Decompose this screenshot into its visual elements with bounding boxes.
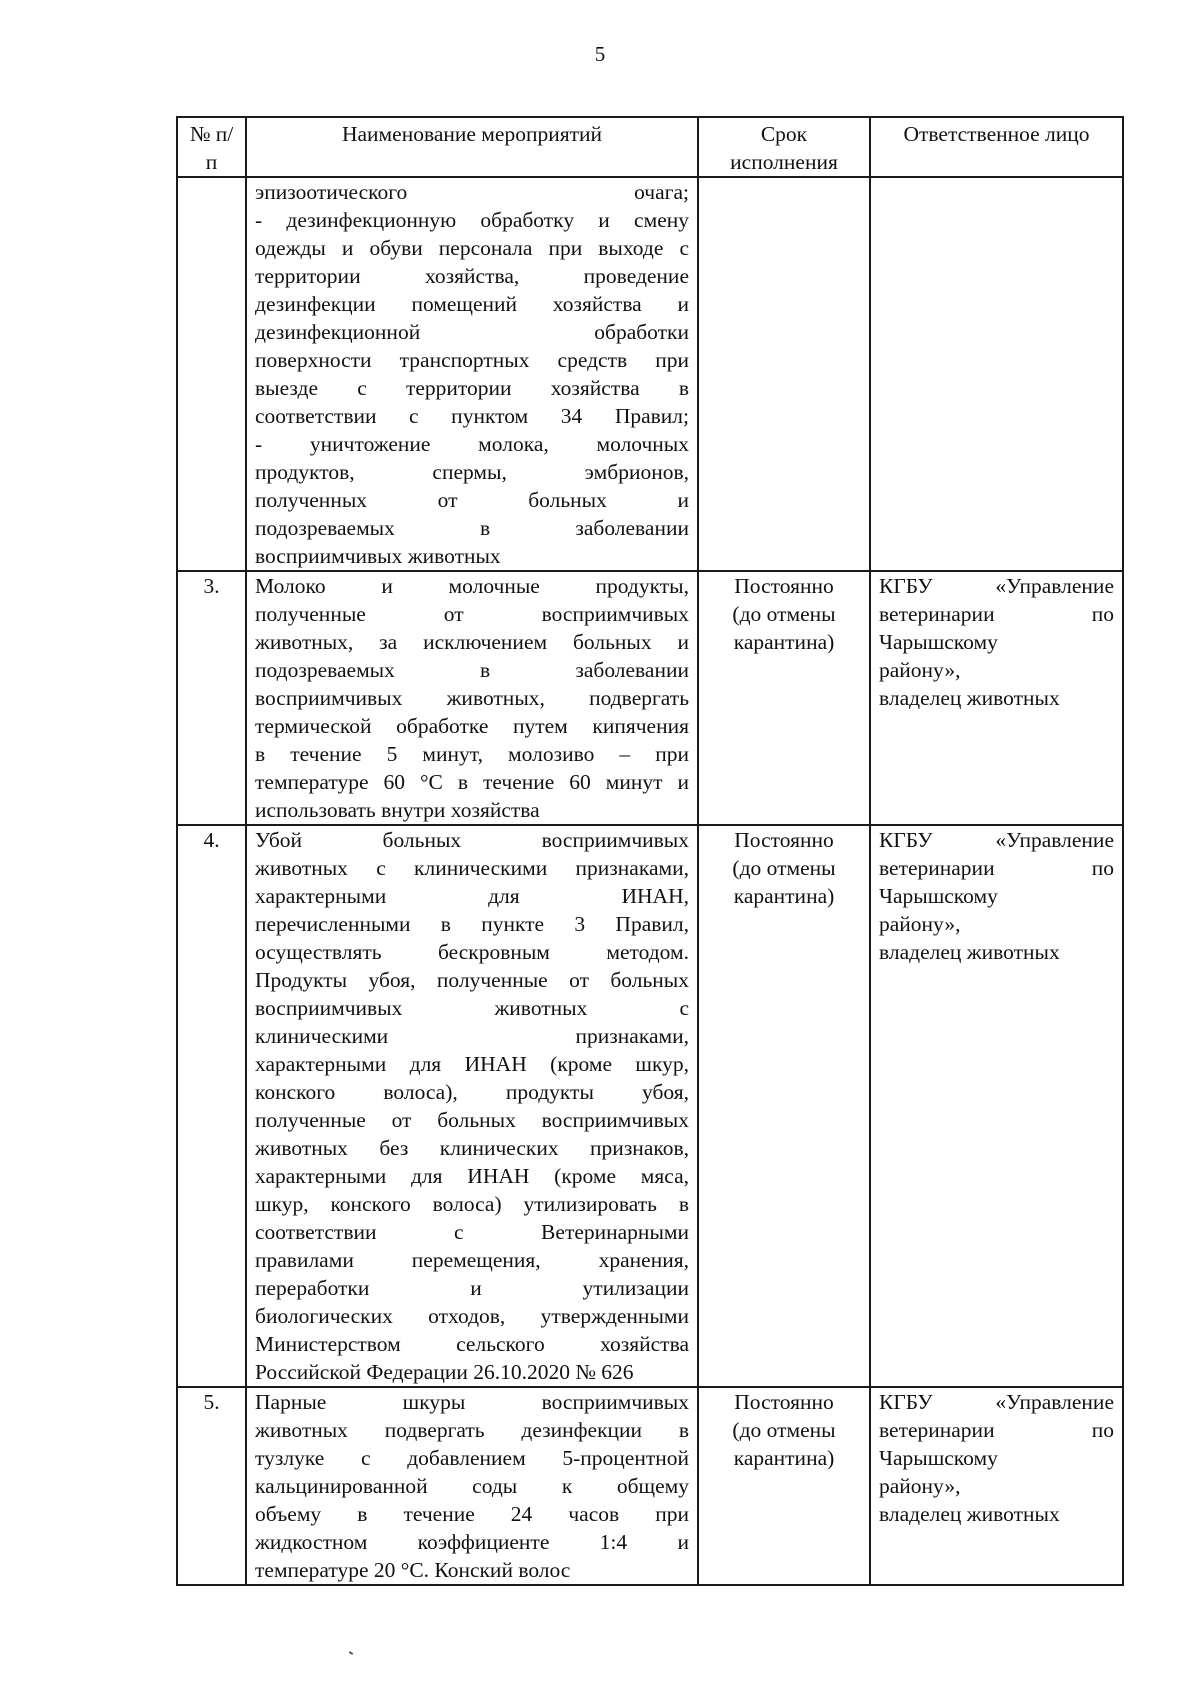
text-line: ветеринарии по	[879, 602, 1114, 626]
text-line: животных с клиническими признаками,	[255, 856, 689, 880]
text-line: соответствии с пунктом 34 Правил;	[255, 404, 689, 428]
text-line: подозреваемых в заболевании	[255, 658, 689, 682]
header-responsible: Ответственное лицо	[870, 117, 1123, 177]
text-line: подозреваемых в заболевании	[255, 516, 689, 540]
text-line: характерными для ИНАН (кроме мяса,	[255, 1164, 689, 1188]
measures-table	[176, 116, 1124, 1586]
text-line: термической обработке путем кипячения	[255, 714, 689, 738]
text-line: Парные шкуры восприимчивых	[255, 1390, 689, 1414]
cell-responsible	[870, 177, 1123, 571]
text-line: - дезинфекционную обработку и смену	[255, 208, 689, 232]
text-line: температуре 20 °С. Конский волос	[255, 1558, 571, 1582]
cell-term	[698, 1387, 870, 1585]
text-line: карантина)	[733, 1446, 835, 1470]
text-line: полученные от восприимчивых	[255, 602, 689, 626]
text-line: карантина)	[733, 884, 835, 908]
header-num: № п/п	[177, 117, 246, 177]
text-line: карантина)	[733, 630, 835, 654]
text-line: продуктов, спермы, эмбрионов,	[255, 460, 689, 484]
text-line: полученные от больных восприимчивых	[255, 1108, 689, 1132]
text-line: Убой больных восприимчивых	[255, 828, 689, 852]
page-number: 5	[594, 42, 606, 66]
cell-responsible	[870, 1387, 1123, 1585]
text-line: (до отмены	[732, 602, 836, 626]
text-line: владелец животных	[879, 1502, 1060, 1526]
cell-term	[698, 825, 870, 1387]
cell-num: 3.	[177, 571, 246, 825]
text-line: Продукты убоя, полученные от больных	[255, 968, 689, 992]
cell-num: 5.	[177, 1387, 246, 1585]
text-line: территории хозяйства, проведение	[255, 264, 689, 288]
text-line: выезде с территории хозяйства в	[255, 376, 689, 400]
table-row	[177, 825, 1123, 1387]
text-line: животных, за исключением больных и	[255, 630, 689, 654]
cell-activity	[246, 1387, 698, 1585]
text-line: жидкостном коэффициенте 1:4 и	[255, 1530, 689, 1554]
text-line: - уничтожение молока, молочных	[255, 432, 689, 456]
text-line: владелец животных	[879, 940, 1060, 964]
text-line: биологических отходов, утвержденными	[255, 1304, 689, 1328]
text-line: Постоянно	[734, 1390, 834, 1414]
text-line: восприимчивых животных	[255, 544, 501, 568]
text-line: Чарышскому	[879, 630, 998, 654]
text-line: использовать внутри хозяйства	[255, 798, 540, 822]
text-line: полученных от больных и	[255, 488, 689, 512]
text-line: конского волоса), продукты убоя,	[255, 1080, 689, 1104]
text-line: объему в течение 24 часов при	[255, 1502, 689, 1526]
text-line: эпизоотического очага;	[255, 180, 689, 204]
text-line: клиническими признаками,	[255, 1024, 689, 1048]
text-line: (до отмены	[732, 1418, 836, 1442]
text-line: осуществлять бескровным методом.	[255, 940, 689, 964]
text-line: Чарышскому	[879, 1446, 998, 1470]
text-line: восприимчивых животных, подвергать	[255, 686, 689, 710]
text-line: району»,	[879, 658, 961, 682]
cell-activity	[246, 177, 698, 571]
text-line: кальцинированной соды к общему	[255, 1474, 689, 1498]
text-line: температуре 60 °С в течение 60 минут и	[255, 770, 689, 794]
text-line: КГБУ «Управление	[879, 1390, 1114, 1414]
text-line: КГБУ «Управление	[879, 828, 1114, 852]
scan-speck	[349, 1651, 353, 1655]
text-line: характерными для ИНАН (кроме шкур,	[255, 1052, 689, 1076]
text-line: одежды и обуви персонала при выходе с	[255, 236, 689, 260]
text-line: району»,	[879, 1474, 961, 1498]
cell-responsible	[870, 825, 1123, 1387]
table-row-continuation	[177, 177, 1123, 571]
text-line: (до отмены	[732, 856, 836, 880]
text-line: животных без клинических признаков,	[255, 1136, 689, 1160]
text-line: Министерством сельского хозяйства	[255, 1332, 689, 1356]
text-line: владелец животных	[879, 686, 1060, 710]
text-line: восприимчивых животных с	[255, 996, 689, 1020]
text-line: Постоянно	[734, 828, 834, 852]
text-line: Чарышскому	[879, 884, 998, 908]
table-row	[177, 1387, 1123, 1585]
text-line: КГБУ «Управление	[879, 574, 1114, 598]
text-line: в течение 5 минут, молозиво – при	[255, 742, 689, 766]
text-line: правилами перемещения, хранения,	[255, 1248, 689, 1272]
text-line: шкур, конского волоса) утилизировать в	[255, 1192, 689, 1216]
text-line: Российской Федерации 26.10.2020 № 626	[255, 1360, 634, 1384]
text-line: дезинфекции помещений хозяйства и	[255, 292, 689, 316]
cell-num	[177, 177, 246, 571]
cell-num: 4.	[177, 825, 246, 1387]
table-row	[177, 571, 1123, 825]
text-line: соответствии с Ветеринарными	[255, 1220, 689, 1244]
cell-term	[698, 571, 870, 825]
table-header-row	[177, 117, 1123, 177]
text-line: дезинфекционной обработки	[255, 320, 689, 344]
text-line: Постоянно	[734, 574, 834, 598]
text-line: тузлуке с добавлением 5-процентной	[255, 1446, 689, 1470]
header-activity: Наименование мероприятий	[246, 117, 698, 177]
cell-activity	[246, 825, 698, 1387]
text-line: Молоко и молочные продукты,	[255, 574, 689, 598]
text-line: характерными для ИНАН,	[255, 884, 689, 908]
text-line: перечисленными в пункте 3 Правил,	[255, 912, 689, 936]
text-line: ветеринарии по	[879, 1418, 1114, 1442]
header-term: Срок исполнения	[698, 117, 870, 177]
cell-term	[698, 177, 870, 571]
text-line: району»,	[879, 912, 961, 936]
cell-responsible	[870, 571, 1123, 825]
text-line: поверхности транспортных средств при	[255, 348, 689, 372]
text-line: переработки и утилизации	[255, 1276, 689, 1300]
text-line: ветеринарии по	[879, 856, 1114, 880]
cell-activity	[246, 571, 698, 825]
text-line: животных подвергать дезинфекции в	[255, 1418, 689, 1442]
